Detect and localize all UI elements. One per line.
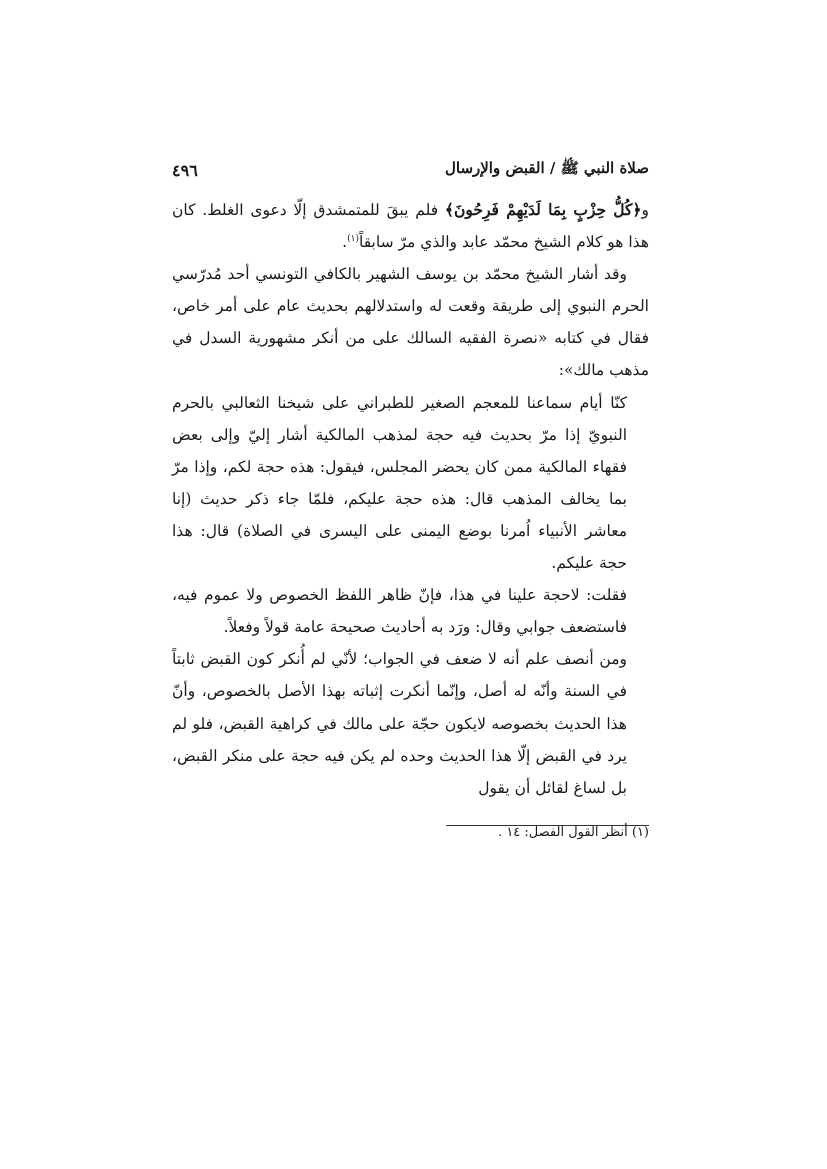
body-text: [172, 194, 649, 804]
quote-paragraph-1: كنّا أيام سماعنا للمعجم الصغير للطبراني على شيخنا الثعالبي بالحرم النبويّ إذا مرّ بحديث فيه حجة لمذهب المالكية أشار إليّ وإلى بعض فقهاء المالكية ممن كان يحضر المجلس، فيقول: هذه حجة لكم، وإذا مرّ بما يخالف المذهب قال: هذه حجة عليكم، فلمّا جاء ذكر حديث (إنا معاشر الأنبياء اُمرنا بوضع اليمنى على اليسرى في الصلاة) قال: هذا حجة عليكم.: [172, 393, 627, 573]
page-number: ٤٩٦: [172, 160, 198, 180]
running-header: [172, 157, 649, 183]
quran-verse: ﴿كُلُّ حِزْبٍ بِمَا لَدَيْهِمْ فَرِحُونَ﴾: [444, 200, 642, 219]
quote-paragraph-2: فقلت: لاحجة علينا في هذا، فإنّ ظاهر اللفظ الخصوص ولا عموم فيه، فاستضعف جوابي وقال: ورَد به أحاديث صحيحة عامة قولاً وفعلاً.: [172, 586, 627, 637]
chapter-title: صلاة النبي ﷺ / القبض والإرسال: [444, 159, 649, 177]
footnote: [400, 822, 649, 844]
paragraph-1-prefix: و: [641, 201, 650, 219]
paragraph-2: وقد أشار الشيخ محمّد بن يوسف الشهير بالكافي التونسي أحد مُدرّسي الحرم النبوي إلى طريقة وقعت له واستدلالهم بحديث عام على أمر خاص، فقال في كتابه «نصرة الفقيه السالك على من أنكر مشهورية السدل في مذهب مالك»:: [172, 265, 649, 380]
paragraph-1: [172, 194, 649, 258]
footnote-text: أنظر القول الفصل: ١٤ .: [498, 825, 628, 840]
paragraph-1-text: فلم يبقَ للمتمشدق إلّا دعوى الغلط. كان هذا هو كلام الشيخ محمّد عابد والذي مرّ سابقاً: [172, 201, 649, 252]
quote-paragraph-3: ومن أنصف علم أنه لا ضعف في الجواب؛ لأنّي لم أُنكر كون القبض ثابتاً في السنة وأنّه له أصل، وإنّما أنكرت إثباته بهذا الأصل بالخصوص، وأنّ هذا الحديث بخصوصه لايكون حجّة على مالك في كراهية القبض، فلو لم يرد في القبض إلّا هذا الحديث وحده لم يكن فيه حجة على منكر القبض، بل لساغ لقائل أن يقول: [172, 650, 627, 797]
paragraph-1-end: .: [342, 233, 348, 252]
footnote-reference[interactable]: (١): [347, 233, 359, 244]
footnote-marker: (١): [631, 825, 649, 840]
